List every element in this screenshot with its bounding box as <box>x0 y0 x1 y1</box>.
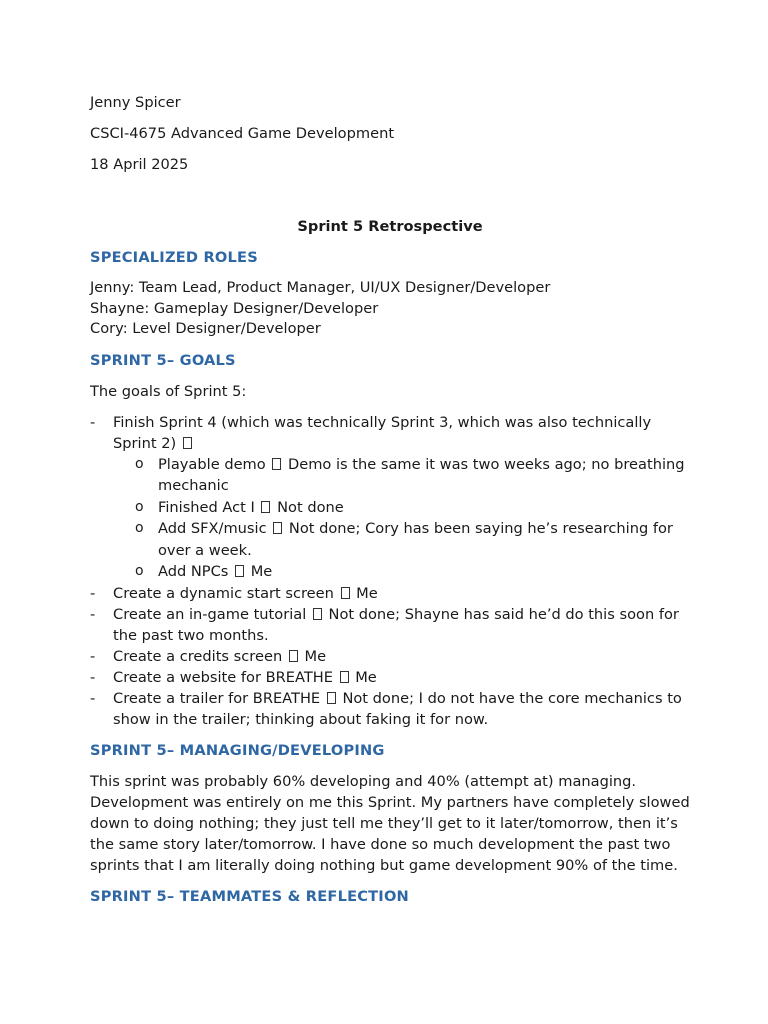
document-page <box>90 92 690 917</box>
role-line: Shayne: Gameplay Designer/Developer <box>90 299 379 317</box>
goal-item <box>90 646 690 667</box>
list-marker: - <box>90 668 96 686</box>
checkbox-glyph-icon <box>272 458 281 470</box>
goal-sublist <box>90 454 690 583</box>
goal-subitem <box>90 518 690 561</box>
goal-item <box>90 412 690 583</box>
sublist-marker: o <box>135 520 144 536</box>
role-line: Jenny: Team Lead, Product Manager, UI/UX Designer/Developer <box>90 279 551 296</box>
author-name: Jenny Spicer <box>90 94 181 111</box>
course-name: CSCI-4675 Advanced Game Development <box>90 125 395 142</box>
goal-subitem <box>90 497 690 519</box>
checkbox-glyph-icon <box>235 565 244 577</box>
checkbox-glyph-icon <box>341 587 350 599</box>
subgoal-status: Me <box>250 563 273 580</box>
checkbox-glyph-icon <box>273 522 282 534</box>
goals-list <box>90 412 690 730</box>
goal-item <box>90 583 690 604</box>
list-marker: - <box>90 584 96 602</box>
goal-item <box>90 604 690 646</box>
goal-subitem <box>90 561 690 583</box>
document-title: Sprint 5 Retrospective <box>297 218 483 235</box>
goal-text: Create an in-game tutorial <box>113 605 307 623</box>
goal-text: Finish Sprint 4 (which was technically Sprint 3, which was also technically Sprint 2) <box>113 413 652 452</box>
checkbox-glyph-icon <box>313 608 322 620</box>
sublist-marker: o <box>135 563 144 579</box>
teammates-heading: SPRINT 5– TEAMMATES & REFLECTION <box>90 887 409 905</box>
checkbox-glyph-icon <box>289 650 298 662</box>
checkbox-glyph-icon <box>183 437 192 449</box>
goal-text: Create a trailer for BREATHE <box>113 689 321 707</box>
checkbox-glyph-icon <box>340 671 349 683</box>
goal-text: Create a website for BREATHE <box>113 668 333 686</box>
roles-heading: SPECIALIZED ROLES <box>90 249 258 266</box>
goal-status: Me <box>355 668 377 686</box>
list-marker: - <box>90 413 96 431</box>
goal-status: Me <box>304 647 327 665</box>
goal-status: Me <box>356 584 378 602</box>
checkbox-glyph-icon <box>327 692 336 704</box>
goal-subitem <box>90 454 690 497</box>
goals-intro: The goals of Sprint 5: <box>90 382 247 400</box>
subgoal-text: Add SFX/music <box>158 520 267 537</box>
goal-text: Create a dynamic start screen <box>113 584 334 602</box>
list-marker: - <box>90 647 96 665</box>
subgoal-status: Not done; Cory has been saying he’s researching for over a week. <box>158 520 673 559</box>
subgoal-status: Not done <box>277 498 344 516</box>
checkbox-glyph-icon <box>261 501 270 513</box>
document-date: 18 April 2025 <box>90 156 189 173</box>
goal-text: Create a credits screen <box>113 647 283 665</box>
roles-list <box>90 278 690 340</box>
goal-status: Not done; Shayne has said he’d do this soon for the past two months. <box>113 605 679 644</box>
managing-heading: SPRINT 5– MANAGING/DEVELOPING <box>90 741 385 759</box>
subgoal-text: Playable demo <box>158 455 266 473</box>
goals-heading: SPRINT 5– GOALS <box>90 351 236 369</box>
goal-status: Not done; I do not have the core mechanics to show in the trailer; thinking about faking it for now. <box>113 689 682 728</box>
list-marker: - <box>90 689 96 707</box>
managing-body: This sprint was probably 60% developing and 40% (attempt at) managing. Development was entirely on me this Sprint. My partners have completely slowed down to doing nothing; they just tell me they’ll get to it later/tomorrow, then it’s the same story later/tomorrow. I have done so much development the past two sprints that I am literally doing nothing but game development 90% of the time. <box>90 772 690 874</box>
goal-item <box>90 688 690 730</box>
sublist-marker: o <box>135 498 144 515</box>
list-marker: - <box>90 605 96 623</box>
goal-item <box>90 667 690 688</box>
subgoal-text: Finished Act I <box>158 498 255 516</box>
subgoal-text: Add NPCs <box>158 563 229 580</box>
subgoal-status: Demo is the same it was two weeks ago; no breathing mechanic <box>158 455 685 494</box>
role-line: Cory: Level Designer/Developer <box>90 320 321 337</box>
sublist-marker: o <box>135 455 144 472</box>
